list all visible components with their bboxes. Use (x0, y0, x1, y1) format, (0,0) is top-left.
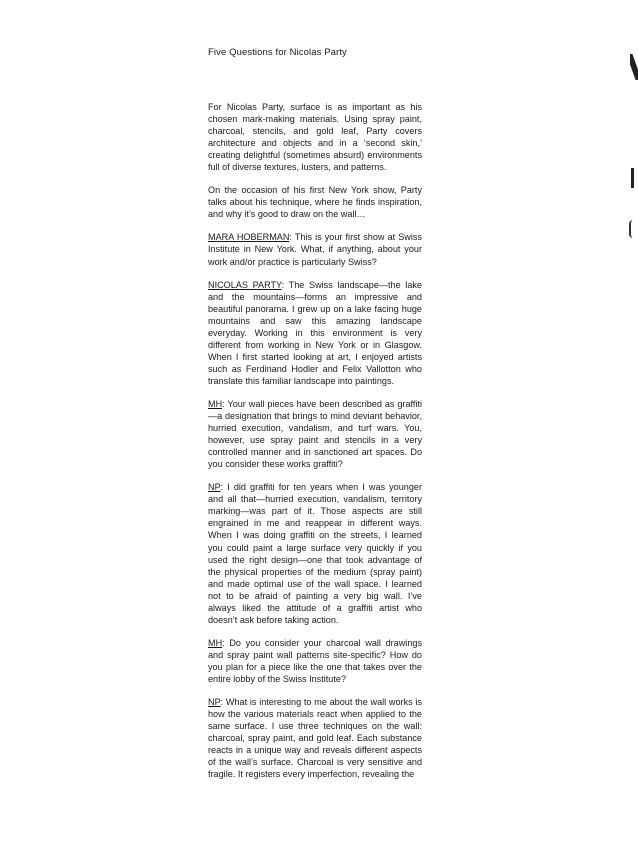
qa-paragraph (208, 231, 422, 267)
intro-paragraph: For Nicolas Party, surface is as important as his chosen mark-making materials. Using spray paint, charcoal, stencils, and gold leaf, Party covers architecture and objects and in a ‘second skin,’ creating delightful (sometimes absurd) environments full of diverse textures, lusters, and patterns. (208, 102, 422, 173)
edge-letter-fragment (631, 168, 634, 188)
speaker-name: MH (208, 637, 223, 648)
qa-paragraph (208, 637, 422, 685)
edge-letter-fragment (629, 220, 635, 238)
speaker-name: NP (208, 697, 221, 708)
qa-text: : Do you consider your charcoal wall drawings and spray paint wall patterns site-specific? How do you plan for a piece like the one that takes over the entire lobby of the Swiss Institute? (208, 637, 422, 684)
qa-paragraph (208, 481, 422, 626)
intro-paragraph: On the occasion of his first New York show, Party talks about his technique, where he finds inspiration, and why it’s good to draw on the wall… (208, 185, 422, 220)
speaker-name: NP (208, 482, 221, 493)
speaker-name: MH (208, 398, 223, 409)
article-body (208, 101, 422, 791)
qa-paragraph (208, 398, 422, 470)
qa-text: : This is your first show at Swiss Institute in New York. What, if anything, about your work and/or practice is particularly Swiss? (208, 232, 422, 267)
qa-text: : I did graffiti for ten years when I was younger and all that—hurried execution, vandalism, territory marking—was part of it. Those aspects are still engrained in me and reappear in different ways. When I was doing graffiti on the streets, I learned you could paint a large surface very quickly if you used the right design—one that took advantage of the physical properties of the medium (spray paint) and made optimal use of the wall space. I learned not to be afraid of painting a very big wall. I’ve always liked the attitude of a graffiti artist who doesn’t ask before taking action. (208, 482, 422, 625)
page-title: Five Questions for Nicolas Party (208, 47, 347, 58)
speaker-name: MARA HOBERMAN (208, 232, 290, 243)
qa-paragraph (208, 696, 422, 780)
qa-paragraph (208, 279, 422, 387)
speaker-name: NICOLAS PARTY (208, 279, 282, 290)
qa-text: : What is interesting to me about the wall works is how the various materials react when applied to the same surface. I use three techniques on the wall: charcoal, spray paint, and gold leaf. Each substance reacts in a unique way and reveals different aspects of the wall’s surface. Charcoal is very sensitive and fragile. It registers every imperfection, revealing the (208, 697, 422, 780)
edge-letter-fragment (630, 54, 638, 80)
qa-text: : The Swiss landscape—the lake and the mountains—forms an impressive and beautiful panorama. I grew up on a lake facing huge mountains and saw this amazing landscape everyday. Working in this environment is very different from working in New York or in Glasgow. When I first started looking at art, I enjoyed artists such as Ferdinand Hodler and Felix Vallotton who translate this familiar landscape into paintings. (208, 279, 422, 386)
qa-text: : Your wall pieces have been described as graffiti—a designation that brings to mind deviant behavior, hurried execution, vandalism, and turf wars. You, however, use spray paint and stencils in a very controlled manner and in sanctioned art spaces. Do you consider these works graffiti? (208, 398, 422, 470)
